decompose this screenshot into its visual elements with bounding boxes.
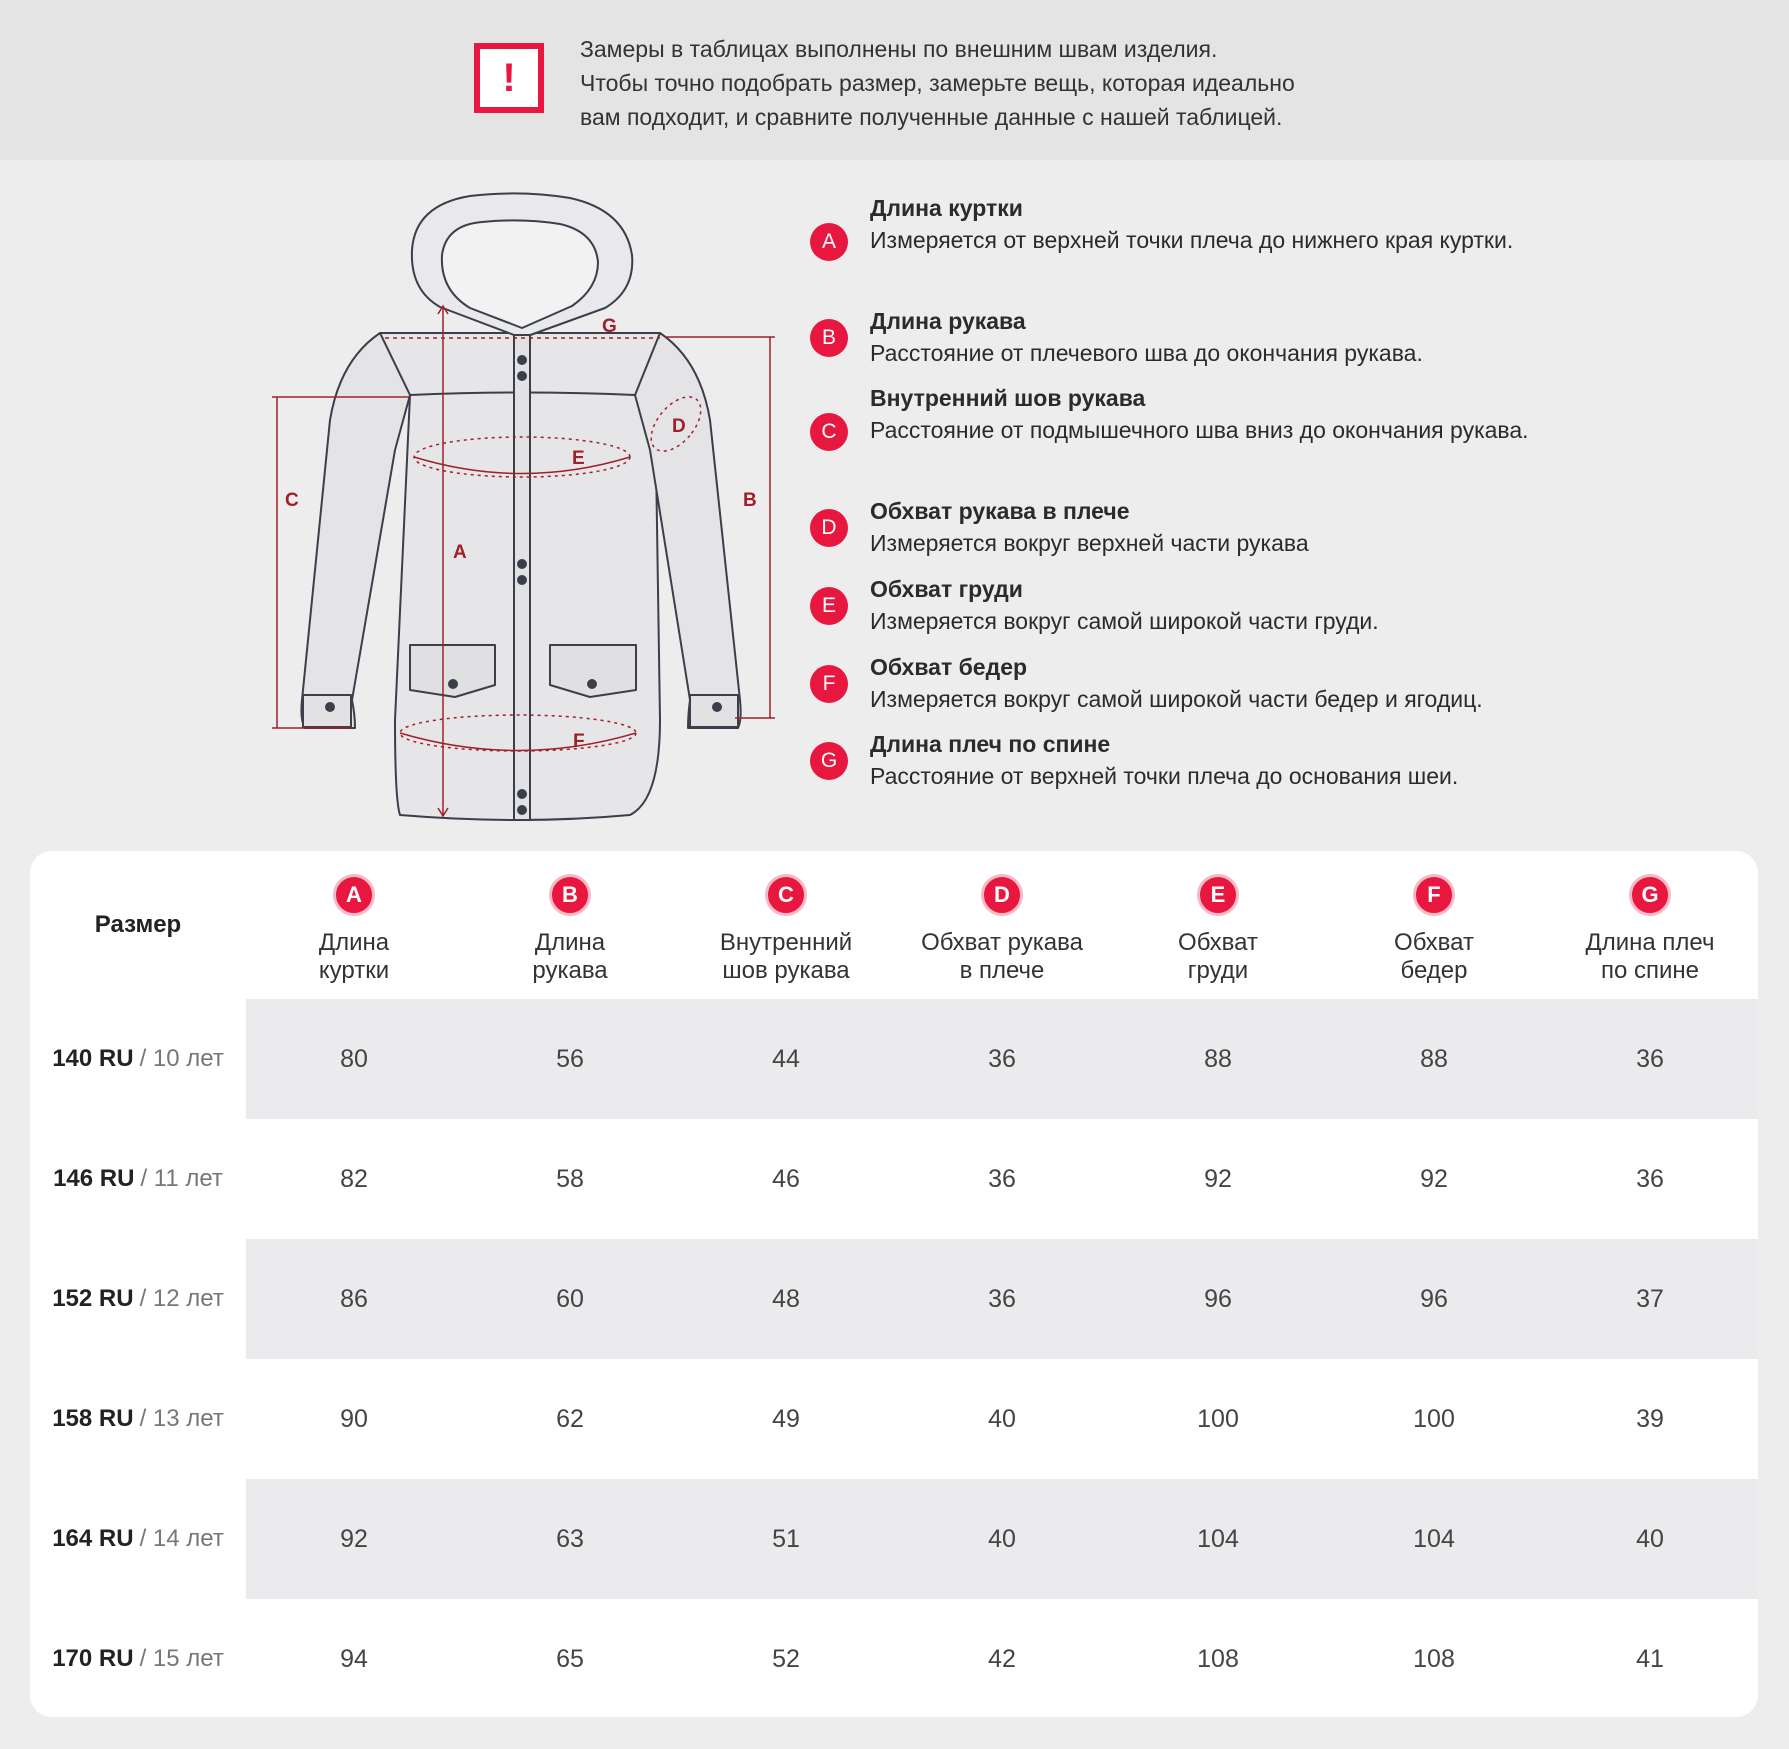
table-cell: 88 xyxy=(1204,1044,1232,1073)
table-cell: 36 xyxy=(1636,1044,1664,1073)
badge-c-icon: C xyxy=(765,874,807,916)
column-header-g: G Длина плеч по спине xyxy=(1542,851,1758,999)
table-row xyxy=(30,1479,1758,1599)
diagram-label-a: A xyxy=(453,542,467,563)
column-header-b: B Длина рукава xyxy=(462,851,678,999)
badge-f-icon: F xyxy=(1413,874,1455,916)
table-cell: 36 xyxy=(1636,1164,1664,1193)
size-value: 170 RU xyxy=(52,1645,134,1672)
table-row xyxy=(30,999,1758,1119)
table-cell: 96 xyxy=(1204,1284,1232,1313)
size-value: 146 RU xyxy=(53,1165,135,1192)
legend-title: Обхват груди xyxy=(870,576,1023,602)
age-value: / 10 лет xyxy=(139,1045,224,1072)
legend-desc: Расстояние от верхней точки плеча до основания шеи. xyxy=(870,763,1459,789)
legend-title: Обхват бедер xyxy=(870,654,1028,680)
badge-g-icon: G xyxy=(1629,874,1671,916)
legend-title: Длина куртки xyxy=(870,195,1023,221)
size-value: 164 RU xyxy=(52,1525,134,1552)
size-cell xyxy=(30,1479,246,1599)
table-cell: 40 xyxy=(988,1404,1016,1433)
age-value: / 11 лет xyxy=(140,1165,223,1192)
table-cell: 48 xyxy=(772,1284,800,1313)
table-cell: 36 xyxy=(988,1284,1016,1313)
size-value: 158 RU xyxy=(52,1405,134,1432)
size-column-header: Размер xyxy=(94,911,182,938)
legend-title: Внутренний шов рукава xyxy=(870,385,1146,411)
table-cell: 65 xyxy=(556,1644,584,1673)
table-cell: 96 xyxy=(1420,1284,1448,1313)
table-cell: 92 xyxy=(340,1524,368,1553)
table-cell: 52 xyxy=(772,1644,800,1673)
table-cell: 82 xyxy=(340,1164,368,1193)
age-value: / 15 лет xyxy=(139,1645,224,1672)
notice-line: Чтобы точно подобрать размер, замерьте вещь, которая идеально xyxy=(580,70,1295,96)
notice-banner xyxy=(0,0,1789,160)
legend-desc: Расстояние от подмышечного шва вниз до окончания рукава. xyxy=(870,417,1529,443)
table-cell: 62 xyxy=(556,1404,584,1433)
table-cell: 46 xyxy=(772,1164,800,1193)
table-cell: 41 xyxy=(1636,1644,1664,1673)
column-header-e: E Обхват груди xyxy=(1110,851,1326,999)
diagram-label-d: D xyxy=(672,416,686,437)
table-cell: 44 xyxy=(772,1044,800,1073)
table-row xyxy=(30,1359,1758,1479)
table-cell: 49 xyxy=(772,1404,800,1433)
table-cell: 36 xyxy=(988,1044,1016,1073)
badge-b-icon: B xyxy=(549,874,591,916)
size-cell xyxy=(30,1119,246,1239)
badge-e-icon: E xyxy=(1197,874,1239,916)
table-cell: 58 xyxy=(556,1164,584,1193)
table-cell: 40 xyxy=(1636,1524,1664,1553)
table-cell: 108 xyxy=(1197,1644,1239,1673)
badge-e-icon: E xyxy=(810,587,848,625)
badge-a-icon: A xyxy=(333,874,375,916)
table-cell: 86 xyxy=(340,1284,368,1313)
badge-a-icon: A xyxy=(810,223,848,261)
age-value: / 14 лет xyxy=(139,1525,224,1552)
notice-line: Замеры в таблицах выполнены по внешним швам изделия. xyxy=(580,36,1218,62)
column-header-f: F Обхват бедер xyxy=(1326,851,1542,999)
table-cell: 39 xyxy=(1636,1404,1664,1433)
table-cell: 90 xyxy=(340,1404,368,1433)
legend-desc: Измеряется вокруг верхней части рукава xyxy=(870,530,1309,556)
table-cell: 80 xyxy=(340,1044,368,1073)
badge-g-icon: G xyxy=(810,742,848,780)
size-cell xyxy=(30,1599,246,1717)
diagram-label-c: C xyxy=(285,490,299,511)
legend-desc: Измеряется вокруг самой широкой части груди. xyxy=(870,608,1379,634)
table-cell: 42 xyxy=(988,1644,1016,1673)
size-cell xyxy=(30,1359,246,1479)
table-cell: 37 xyxy=(1636,1284,1664,1313)
badge-d-icon: D xyxy=(810,509,848,547)
table-cell: 60 xyxy=(556,1284,584,1313)
table-cell: 63 xyxy=(556,1524,584,1553)
column-header-a: A Длина куртки xyxy=(246,851,462,999)
legend-desc: Измеряется от верхней точки плеча до нижнего края куртки. xyxy=(870,227,1514,253)
table-cell: 40 xyxy=(988,1524,1016,1553)
legend-title: Длина плеч по спине xyxy=(870,731,1111,757)
table-cell: 100 xyxy=(1197,1404,1239,1433)
jacket-diagram xyxy=(260,180,800,830)
badge-f-icon: F xyxy=(810,665,848,703)
age-value: / 12 лет xyxy=(139,1285,224,1312)
table-cell: 104 xyxy=(1197,1524,1239,1553)
table-cell: 36 xyxy=(988,1164,1016,1193)
table-cell: 51 xyxy=(772,1524,800,1553)
badge-b-icon: B xyxy=(810,319,848,357)
size-value: 140 RU xyxy=(52,1045,134,1072)
size-value: 152 RU xyxy=(52,1285,134,1312)
table-cell: 108 xyxy=(1413,1644,1455,1673)
column-header-d: D Обхват рукава в плече xyxy=(894,851,1110,999)
legend-desc: Измеряется вокруг самой широкой части бедер и ягодиц. xyxy=(870,686,1483,712)
table-row xyxy=(30,1239,1758,1359)
table-cell: 94 xyxy=(340,1644,368,1673)
size-cell xyxy=(30,999,246,1119)
table-cell: 92 xyxy=(1420,1164,1448,1193)
legend-title: Длина рукава xyxy=(870,308,1026,334)
badge-c-icon: C xyxy=(810,413,848,451)
table-cell: 88 xyxy=(1420,1044,1448,1073)
diagram-label-g: G xyxy=(602,316,617,337)
table-cell: 92 xyxy=(1204,1164,1232,1193)
table-cell: 56 xyxy=(556,1044,584,1073)
left-sleeve xyxy=(301,333,410,728)
diagram-label-e: E xyxy=(572,448,585,469)
legend-title: Обхват рукава в плече xyxy=(870,498,1130,524)
notice-text xyxy=(580,32,1380,134)
notice-line: вам подходит, и сравните полученные данные с нашей таблицей. xyxy=(580,104,1283,130)
column-header-c: C Внутренний шов рукава xyxy=(678,851,894,999)
table-cell: 104 xyxy=(1413,1524,1455,1553)
diagram-label-b: B xyxy=(743,490,757,511)
badge-d-icon: D xyxy=(981,874,1023,916)
table-row xyxy=(30,1119,1758,1239)
exclamation-icon: ! xyxy=(474,43,544,113)
legend-desc: Расстояние от плечевого шва до окончания рукава. xyxy=(870,340,1423,366)
diagram-label-f: F xyxy=(573,731,585,752)
size-cell xyxy=(30,1239,246,1359)
size-table xyxy=(30,851,1758,1717)
age-value: / 13 лет xyxy=(139,1405,224,1432)
table-cell: 100 xyxy=(1413,1404,1455,1433)
table-row xyxy=(30,1599,1758,1717)
